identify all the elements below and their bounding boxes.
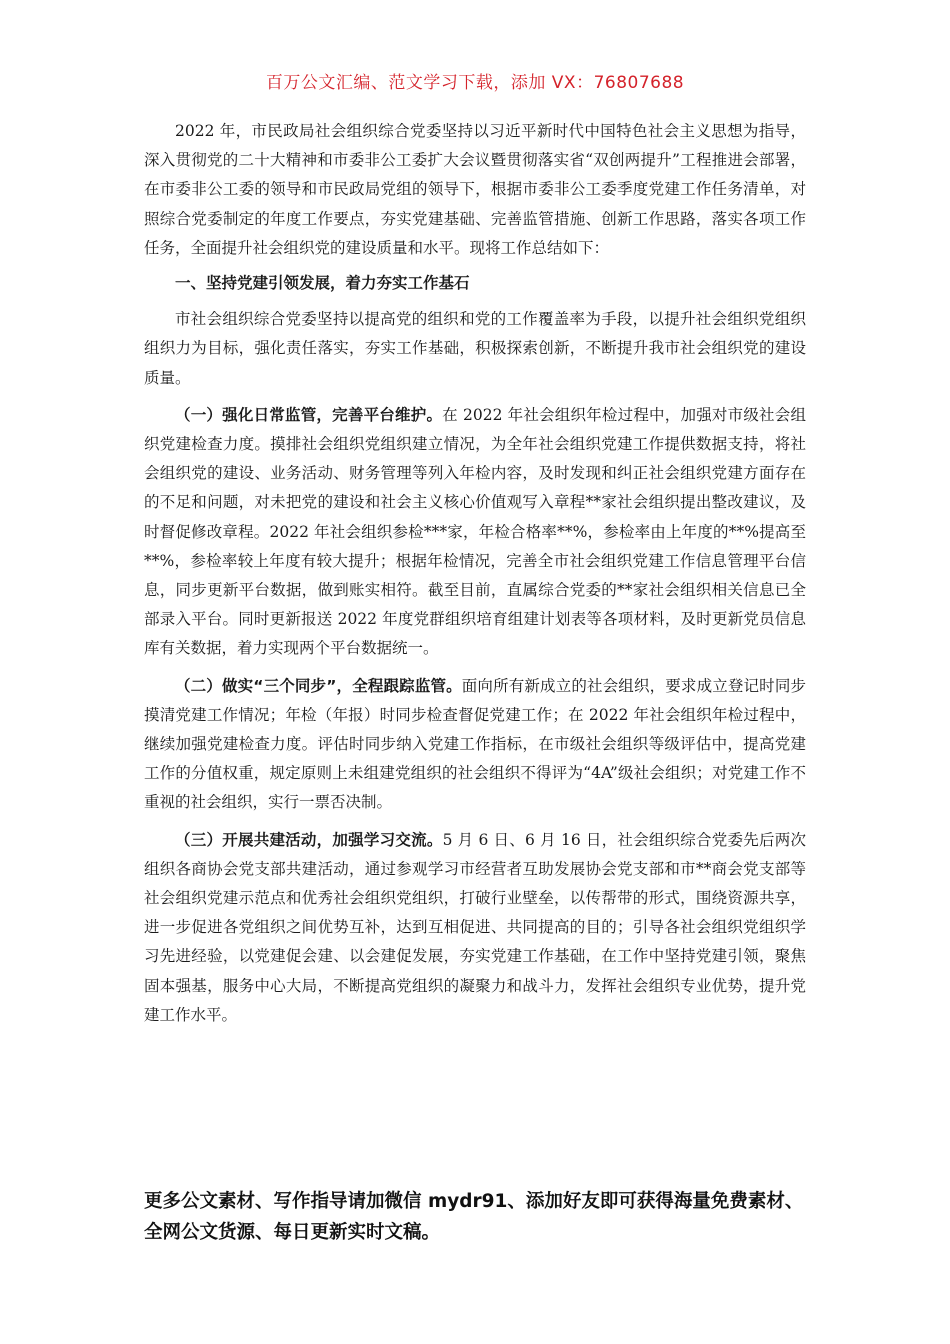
item-3-paragraph <box>144 826 806 1030</box>
item-1-title: （一）强化日常监管，完善平台维护。 <box>175 405 443 424</box>
section-heading: 一、坚持党建引领发展，着力夯实工作基石 <box>175 274 470 293</box>
item-2-text: 面向所有新成立的社会组织，要求成立登记时同步摸清党建工作情况；年检（年报）时同步检查督促党建工作；在 2022 年社会组织年检过程中，继续加强党建检查力度。评估时同步纳入党建工作指标，在市级社会组织等级评估中，提高党建工作的分值权重，规定原则上未组建党组织的社会组织不得评为“4A”级社会组织；对党建工作不重视的社会组织，实行一票否决制。 <box>144 676 806 812</box>
item-3-text: 5 月 6 日、6 月 16 日，社会组织综合党委先后两次组织各商协会党支部共建活动，通过参观学习市经营者互助发展协会党支部和市**商会党支部等社会组织党建示范点和优秀社会组织党组织，打破行业壁垒，以传帮带的形式，围绕资源共享，进一步促进各党组织之间优势互补，达到互相促进、共同提高的目的；引导各社会组织党组织学习先进经验，以党建促会建、以会建促发展，夯实党建工作基础，在工作中坚持党建引领，聚焦固本强基，服务中心大局，不断提高党组织的凝聚力和战斗力，发挥社会组织专业优势，提升党建工作水平。 <box>144 830 806 1024</box>
section-lead-paragraph: 市社会组织综合党委坚持以提高党的组织和党的工作覆盖率为手段，以提升社会组织党组织组织力为目标，强化责任落实，夯实工作基础，积极探索创新，不断提升我市社会组织党的建设质量。 <box>144 310 806 387</box>
item-1-text: 在 2022 年社会组织年检过程中，加强对市级社会组织党建检查力度。摸排社会组织党组织建立情况，为全年社会组织党建工作提供数据支持，将社会组织党的建设、业务活动、财务管理等列入年检内容，及时发现和纠正社会组织党建方面存在的不足和问题，对未把党的建设和社会主义核心价值观写入章程**家社会组织提出整改建议，及时督促修改章程。2022 年社会组织参检***家，年检合格率**%，参检率由上年度的**%提高至**%，参检率较上年度有较大提升；根据年检情况，完善全市社会组织党建工作信息管理平台信息，同步更新平台数据，做到账实相符。截至目前，直属综合党委的**家社会组织相关信息已全部录入平台。同时更新报送 2022 年度党群组织培育组建计划表等各项材料，及时更新党员信息库有关数据，着力实现两个平台数据统一。 <box>144 405 806 658</box>
item-3-title: （三）开展共建活动，加强学习交流。 <box>175 830 443 849</box>
intro-paragraph: 2022 年，市民政局社会组织综合党委坚持以习近平新时代中国特色社会主义思想为指导，深入贯彻党的二十大精神和市委非公工委扩大会议暨贯彻落实省“双创两提升”工程推进会部署，在市委非公工委的领导和市民政局党组的领导下，根据市委非公工委季度党建工作任务清单，对照综合党委制定的年度工作要点，夯实党建基础、完善监管措施、创新工作思路，落实各项工作任务，全面提升社会组织党的建设质量和水平。现将工作总结如下： <box>144 122 806 257</box>
item-2-paragraph <box>144 672 806 818</box>
item-1-paragraph <box>144 401 806 664</box>
footer-promo-note: 更多公文素材、写作指导请加微信 mydr91、添加好友即可获得海量免费素材、全网公文货源、每日更新实时文稿。 <box>144 1191 804 1243</box>
header-banner: 百万公文汇编、范文学习下载，添加 VX：76807688 <box>265 73 685 93</box>
item-2-title: （二）做实“三个同步”，全程跟踪监管。 <box>175 676 462 695</box>
document-body <box>144 117 806 1030</box>
